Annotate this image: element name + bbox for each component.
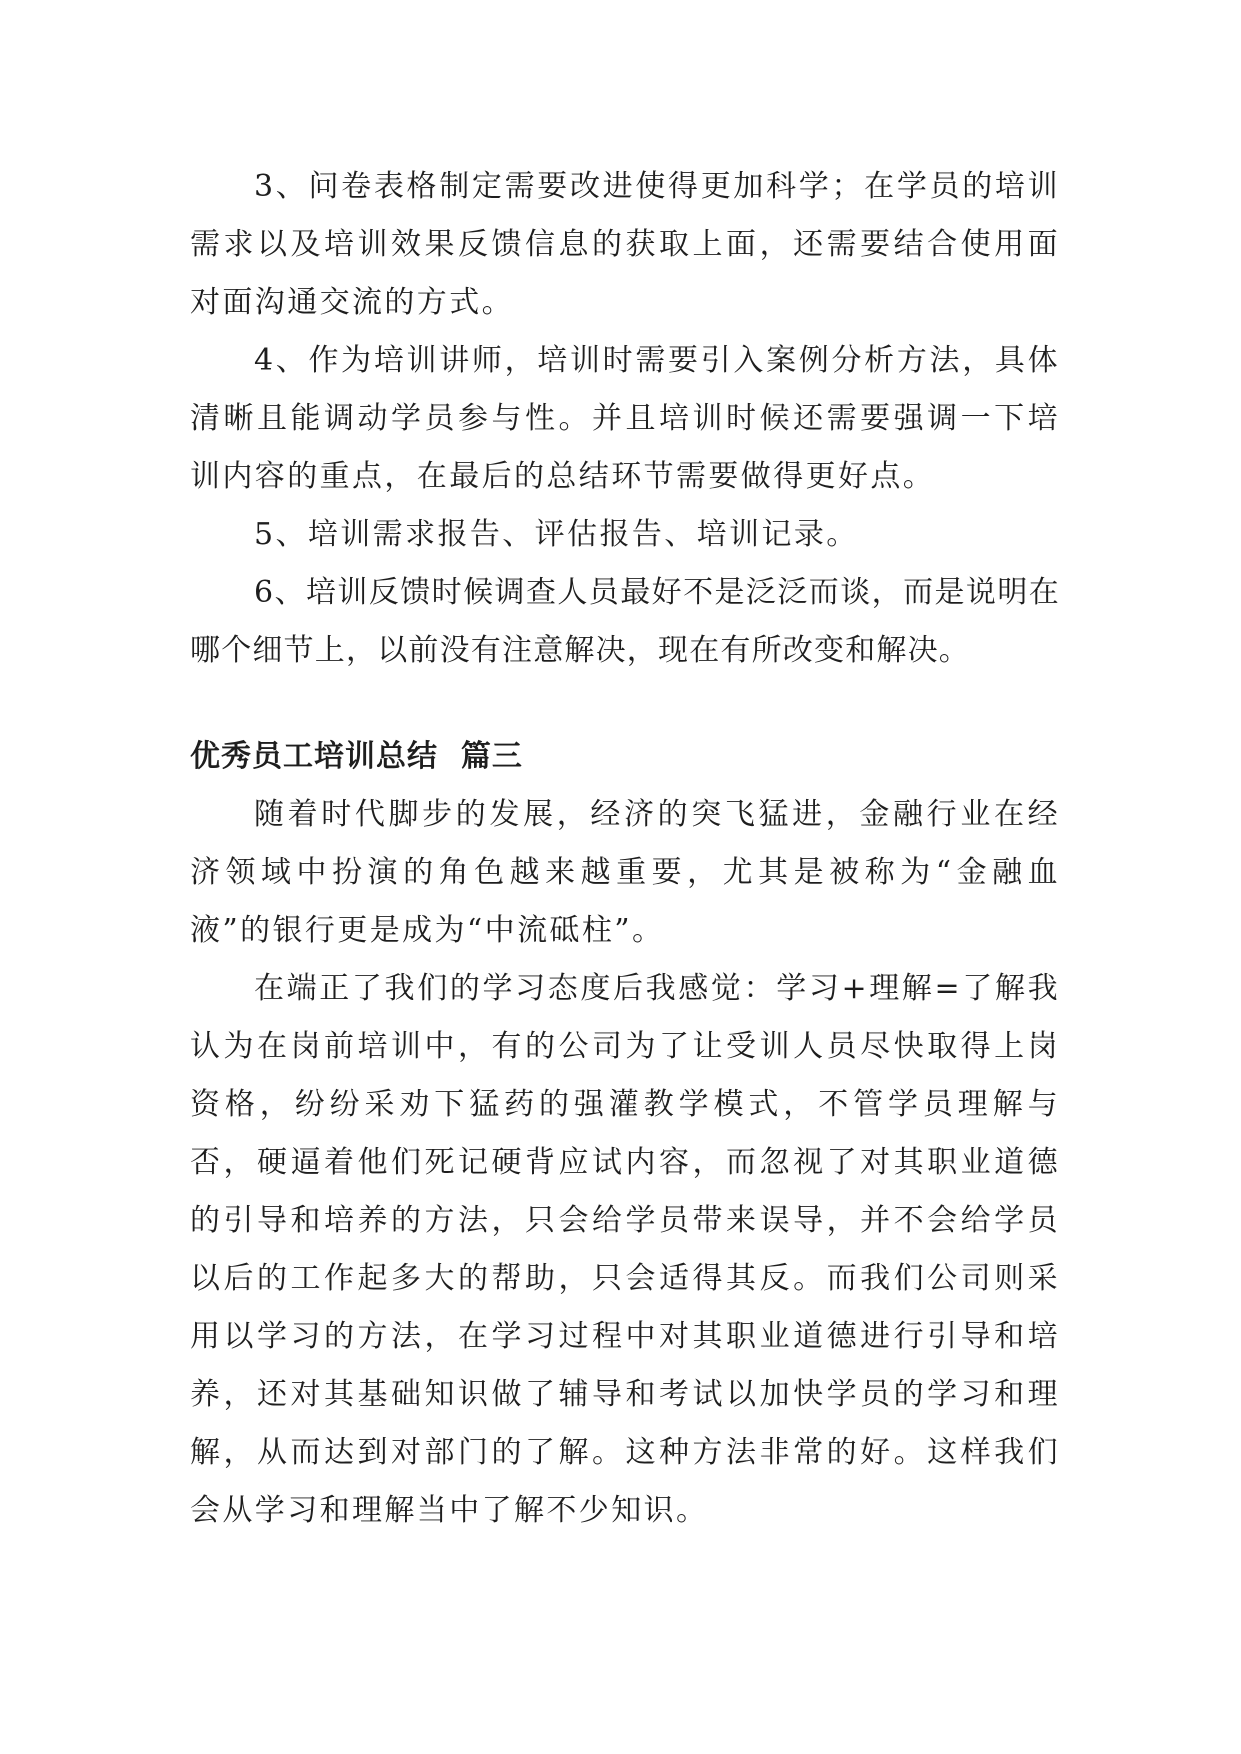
paragraph-intro: 随着时代脚步的发展，经济的突飞猛进，金融行业在经济领域中扮演的角色越来越重要，尤其是被称为“金融血液”的银行更是成为“中流砥柱”。 <box>190 797 1060 948</box>
document-page <box>190 158 1060 1540</box>
paragraph-body: 在端正了我们的学习态度后我感觉：学习+理解=了解我认为在岗前培训中，有的公司为了让受训人员尽快取得上岗资格，纷纷采劝下猛药的强灌教学模式，不管学员理解与否，硬逼着他们死记硬背应试内容，而忽视了对其职业道德的引导和培养的方法，只会给学员带来误导，并不会给学员以后的工作起多大的帮助，只会适得其反。而我们公司则采用以学习的方法，在学习过程中对其职业道德进行引导和培养，还对其基础知识做了辅导和考试以加快学员的学习和理解，从而达到对部门的了解。这种方法非常的好。这样我们会从学习和理解当中了解不少知识。 <box>190 971 1060 1528</box>
section-heading: 优秀员工培训总结 篇三 <box>190 739 523 774</box>
paragraph-item-6: 6、培训反馈时候调查人员最好不是泛泛而谈，而是说明在哪个细节上，以前没有注意解决，现在有所改变和解决。 <box>190 575 1060 668</box>
paragraph-item-4: 4、作为培训讲师，培训时需要引入案例分析方法，具体清晰且能调动学员参与性。并且培训时候还需要强调一下培训内容的重点，在最后的总结环节需要做得更好点。 <box>190 343 1060 494</box>
paragraph-item-3: 3、问卷表格制定需要改进使得更加科学；在学员的培训需求以及培训效果反馈信息的获取上面，还需要结合使用面对面沟通交流的方式。 <box>190 169 1060 320</box>
paragraph-item-5: 5、培训需求报告、评估报告、培训记录。 <box>254 517 859 552</box>
